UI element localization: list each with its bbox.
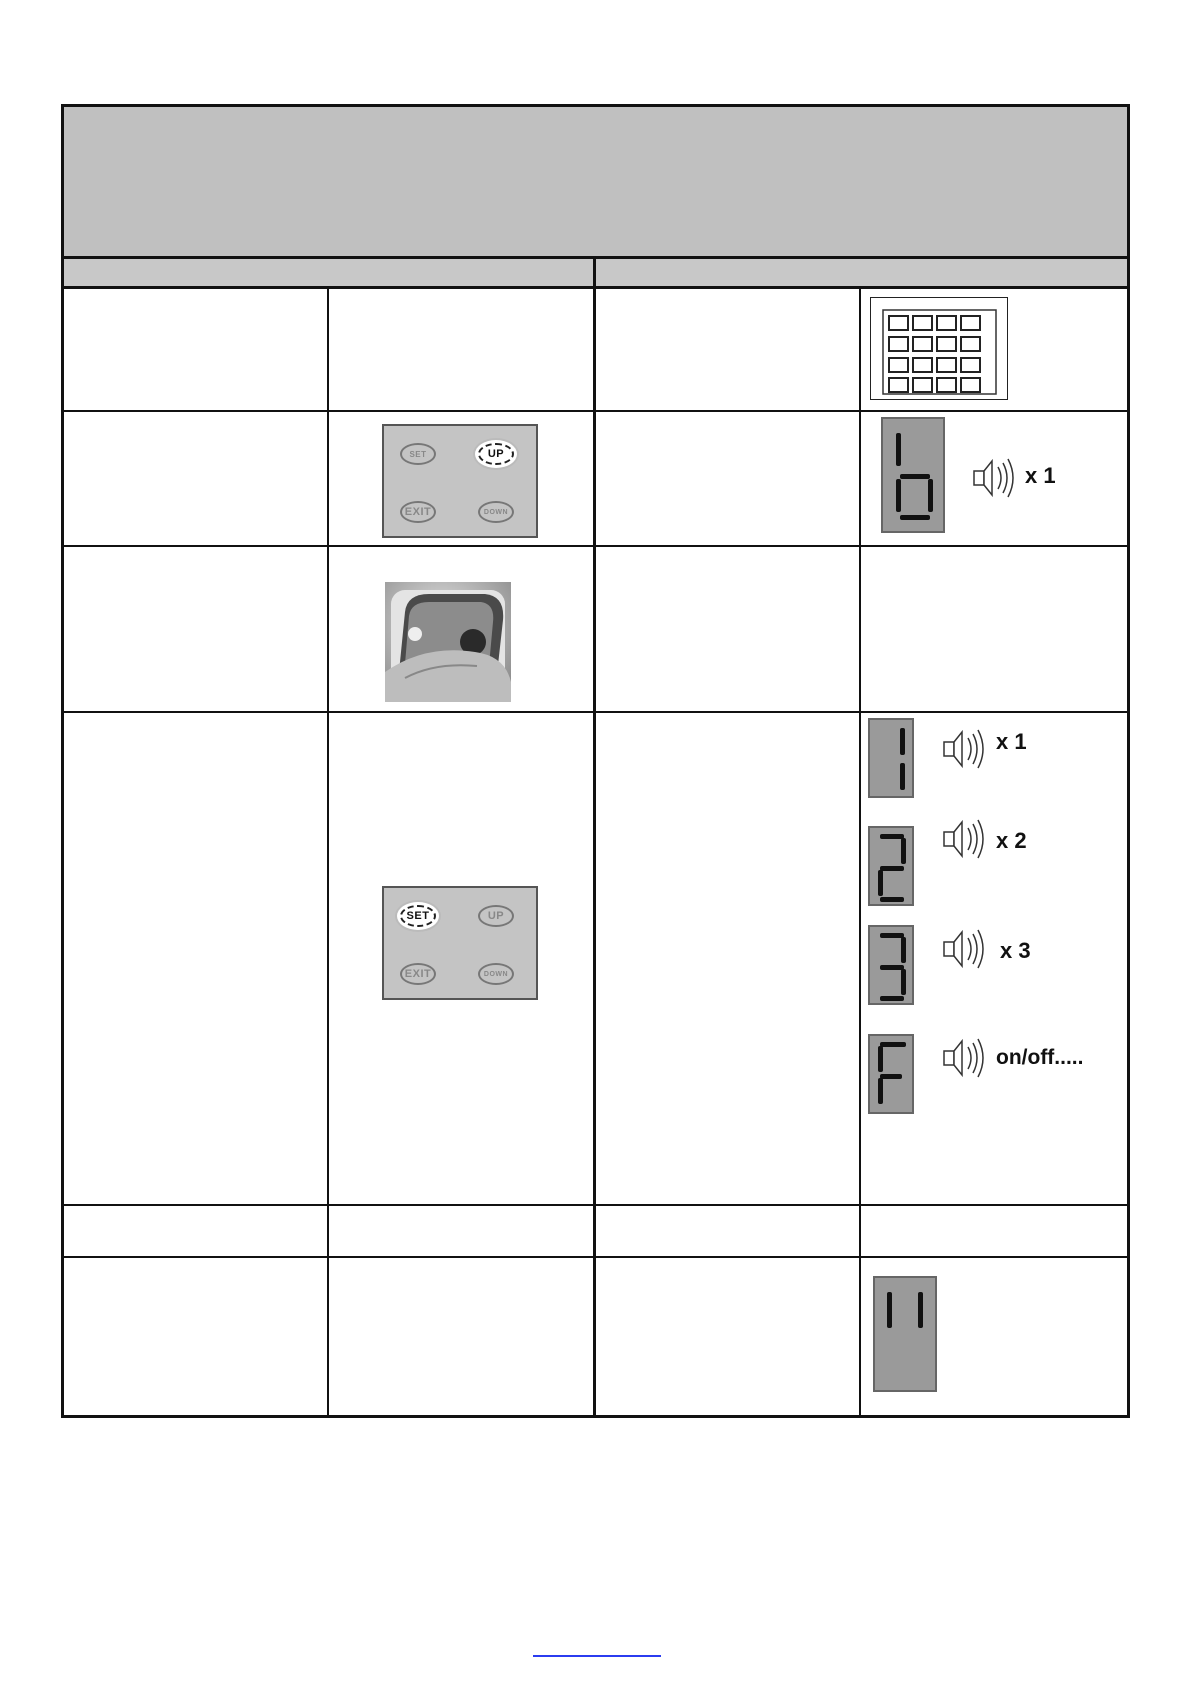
beep-count-label: x 2 bbox=[996, 828, 1027, 853]
seven-segment-display-3 bbox=[868, 925, 914, 1005]
beep-count-label: x 1 bbox=[996, 729, 1027, 754]
down-key[interactable]: DOWN bbox=[478, 501, 514, 523]
col-divider-3 bbox=[859, 287, 861, 1417]
beep-count-label: x 1 bbox=[1025, 463, 1056, 488]
keypad-grid-svg bbox=[871, 298, 1006, 398]
column-header-left bbox=[63, 258, 595, 288]
footer-link[interactable] bbox=[533, 1655, 661, 1657]
remote-control-photo bbox=[385, 582, 511, 702]
exit-key[interactable]: EXIT bbox=[400, 963, 436, 985]
exit-key[interactable]: EXIT bbox=[400, 501, 436, 523]
speaker-beep-icon bbox=[942, 1035, 992, 1081]
column-header-right bbox=[596, 258, 1127, 288]
border-right bbox=[1127, 104, 1130, 1418]
up-key[interactable]: UP bbox=[478, 443, 514, 465]
speaker-beep-icon bbox=[942, 926, 992, 972]
seven-segment-display-2 bbox=[868, 826, 914, 906]
speaker-beep-icon bbox=[942, 726, 992, 772]
seven-segment-display-11 bbox=[873, 1276, 937, 1392]
col-divider-2 bbox=[593, 256, 596, 1417]
keypad-grid-icon bbox=[870, 297, 1008, 400]
col-divider-1 bbox=[327, 287, 329, 1417]
beep-state-label: on/off..... bbox=[996, 1046, 1084, 1069]
beep-count-label: x 3 bbox=[1000, 938, 1031, 963]
up-key[interactable]: UP bbox=[478, 905, 514, 927]
control-keypad-up bbox=[382, 424, 538, 538]
set-key[interactable]: SET bbox=[400, 905, 436, 927]
set-key[interactable]: SET bbox=[400, 443, 436, 465]
border-left bbox=[61, 104, 64, 1418]
control-keypad-set bbox=[382, 886, 538, 1000]
seven-segment-display-1 bbox=[868, 718, 914, 798]
table-title-band bbox=[63, 106, 1127, 258]
speaker-beep-icon bbox=[972, 455, 1022, 501]
seven-segment-display-f bbox=[868, 1034, 914, 1114]
seven-segment-display-b bbox=[881, 417, 945, 533]
down-key[interactable]: DOWN bbox=[478, 963, 514, 985]
speaker-beep-icon bbox=[942, 816, 992, 862]
border-top bbox=[61, 104, 1130, 107]
